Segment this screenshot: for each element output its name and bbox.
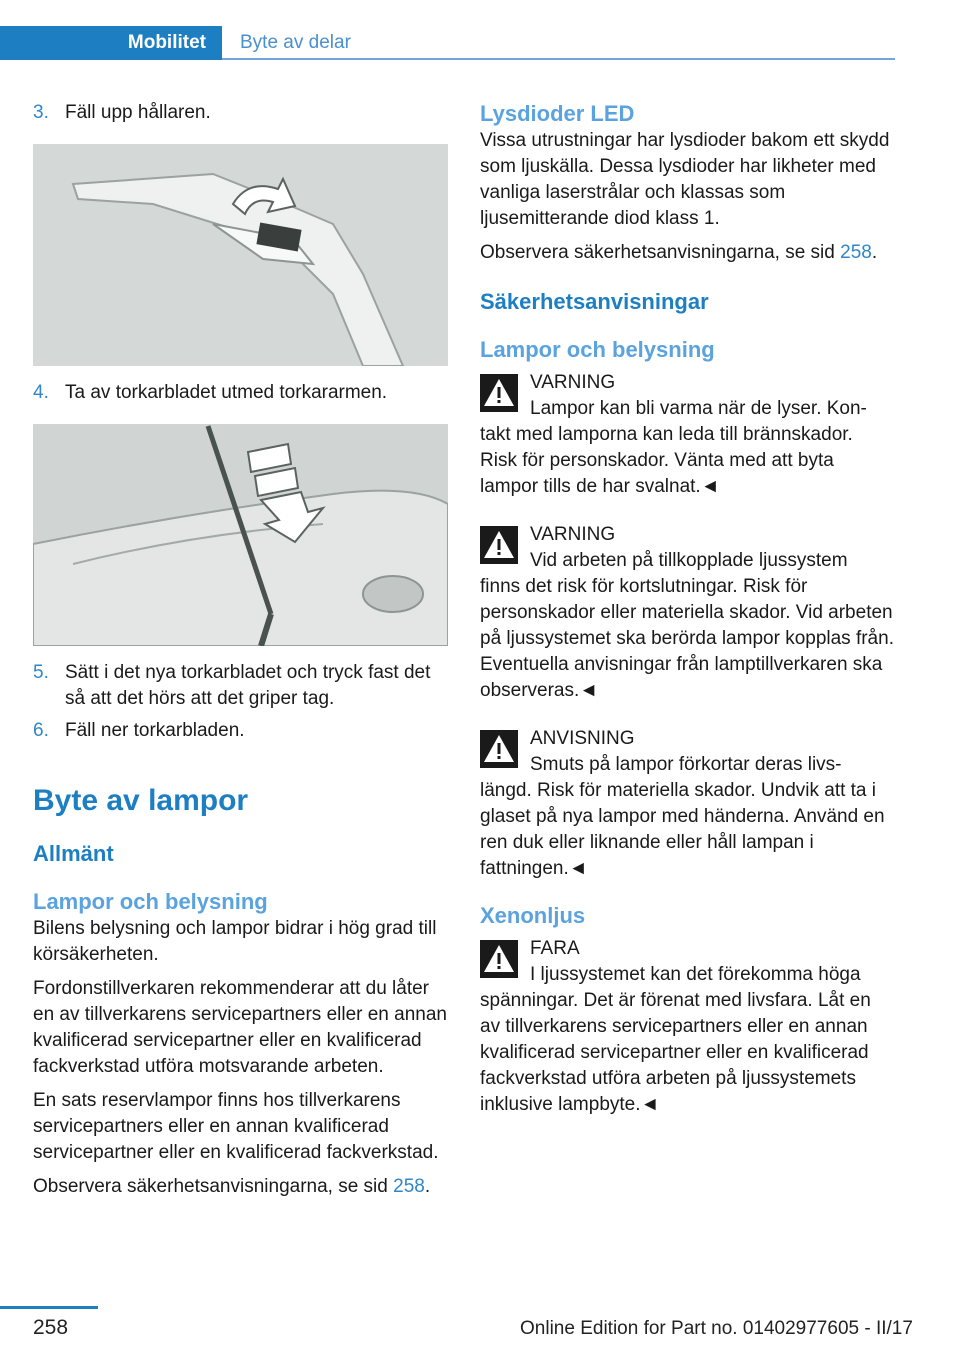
paragraph-led: Vissa utrustningar har lysdioder bakom ett skydd som ljuskälla. Dessa lysdioder har likheter med vanliga laserstrålar och klassas som ljusemitterande diod klass 1. — [480, 130, 890, 229]
warning-short-circuit — [480, 522, 895, 704]
notice-title: ANVISNING — [530, 728, 635, 749]
page-link[interactable]: 258 — [840, 242, 872, 263]
lamps-safety-heading: Lampor och belysning — [480, 337, 715, 362]
notice-dirt-on-lamps — [480, 726, 895, 882]
step-text: Fäll upp hållaren. — [65, 102, 211, 123]
page-number: 258 — [33, 1316, 69, 1339]
xenon-heading: Xenonljus — [480, 903, 586, 928]
edition-info: Online Edition for Part no. 01402977605 - II/17 — [520, 1318, 913, 1339]
paragraph-recommendation: Fordonstillverkaren rekommenderar att du låter en av tillverkarens servicepartners eller en annan kvalificerad servicepartner eller en kvalificerad fackverkstad utföra motsvarande arbeten. — [33, 978, 447, 1077]
step-number: 3. — [33, 102, 49, 123]
warning-title: VARNING — [530, 524, 616, 545]
left-column — [33, 100, 448, 1200]
danger-text: spänningar. Det är förenat med livsfara. Låt en av tillverkarens servicepartners eller en annan kvalificerad servicepartner eller en kvalificerad fackverkstad utföra arbeten på ljussystemets inklusive lampbyte.◄ — [480, 990, 871, 1115]
paragraph-led-reference — [480, 240, 895, 266]
danger-triangle-icon — [480, 940, 518, 978]
notice-text: längd. Risk för materiella skador. Undvik att ta i glaset på nya lampor med händerna. Använd en ren duk eller liknande eller håll lampan i fattningen.◄ — [480, 780, 885, 879]
chapter-title: Byte av lampor — [33, 784, 249, 817]
step-number: 4. — [33, 382, 49, 403]
warning-triangle-icon — [480, 526, 518, 564]
warning-text: finns det risk för kortslutningar. Risk för personskador eller materiella skador. Vid arbeten på ljussystemet ska berörda lampor kopplas från. Eventuella anvisningar från lamptillverkaren ska observeras.◄ — [480, 576, 894, 701]
paragraph-spare-bulbs: En sats reservlampor finns hos tillverkarens servicepartners eller en annan kvalificerad servicepartner eller en kvalificerad fackverkstad. — [33, 1090, 439, 1163]
page-header — [0, 26, 895, 60]
safety-heading: Säkerhetsanvisningar — [480, 289, 709, 314]
warning-title: VARNING — [530, 372, 616, 393]
warning-text-first: Vid arbeten på tillkopplade ljussystem — [530, 550, 848, 571]
header-rule — [222, 58, 895, 60]
led-heading: Lysdioder LED — [480, 101, 635, 126]
danger-high-voltage — [480, 936, 895, 1118]
step-4 — [33, 380, 448, 406]
reference-end: . — [871, 242, 878, 263]
danger-title: FARA — [530, 938, 580, 959]
warning-hot-lamps — [480, 370, 895, 500]
footer-rule — [0, 1306, 98, 1309]
notice-text-first: Smuts på lampor förkortar deras livs- — [530, 754, 842, 775]
page-link[interactable]: 258 — [393, 1176, 425, 1197]
right-column — [480, 100, 895, 1118]
wiper-holder-illustration — [33, 144, 448, 366]
danger-text-first: I ljussystemet kan det förekomma höga — [530, 964, 861, 985]
reference-text: Observera säkerhetsanvisningarna, se sid — [33, 1176, 394, 1197]
notice-triangle-icon — [480, 730, 518, 768]
lamps-heading: Lampor och belysning — [33, 889, 268, 914]
warning-text: takt med lamporna kan leda till brännskador. Risk för personskador. Vänta med att byta lampor tills de har svalnat.◄ — [480, 424, 853, 497]
reference-text: Observera säkerhetsanvisningarna, se sid — [480, 242, 841, 263]
section-tab-mobilitet: Mobilitet — [0, 26, 222, 60]
step-text: Sätt i det nya torkarbladet och tryck fast det så att det hörs att det griper tag. — [65, 662, 431, 709]
step-text: Ta av torkarbladet utmed torkararmen. — [65, 382, 388, 403]
warning-triangle-icon — [480, 374, 518, 412]
reference-end: . — [424, 1176, 431, 1197]
paragraph-lighting: Bilens belysning och lampor bidrar i hög grad till körsäkerheten. — [33, 918, 437, 965]
section-tab-byte-av-delar: Byte av delar — [240, 32, 351, 53]
general-heading: Allmänt — [33, 841, 114, 866]
step-6 — [33, 718, 448, 744]
step-number: 5. — [33, 662, 49, 683]
paragraph-safety-reference — [33, 1174, 448, 1200]
wiper-removal-illustration — [33, 424, 448, 646]
step-3 — [33, 100, 448, 126]
warning-text-first: Lampor kan bli varma när de lyser. Kon- — [530, 398, 867, 419]
step-number: 6. — [33, 720, 49, 741]
step-5 — [33, 660, 448, 712]
step-text: Fäll ner torkarbladen. — [65, 720, 245, 741]
